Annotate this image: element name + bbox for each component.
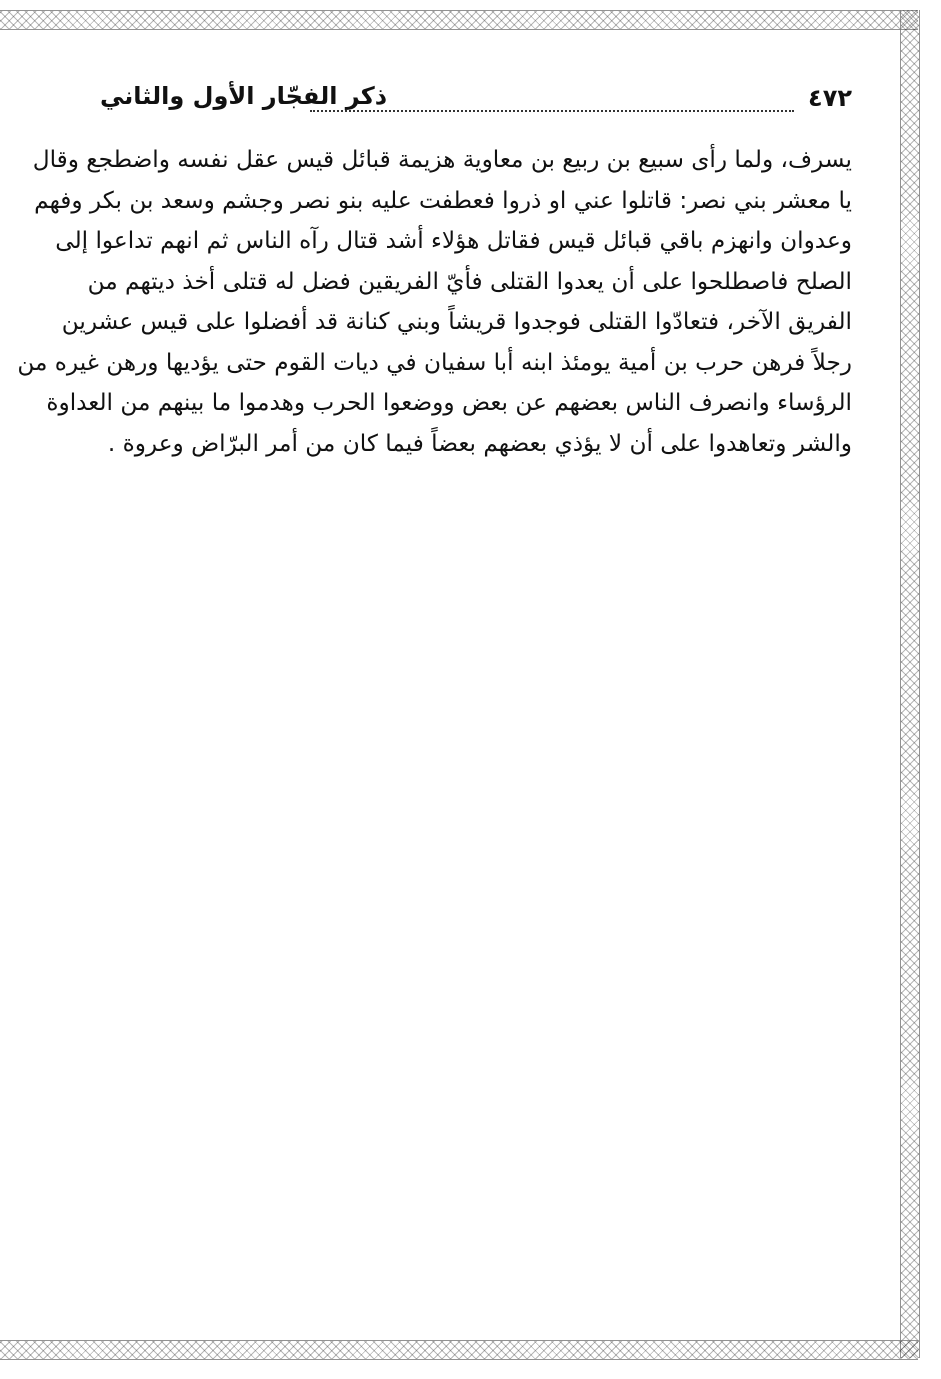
text-line: والشر وتعاهدوا على أن لا يؤذي بعضهم بعضاً فيما كان من أمر البرّاض وعروة . — [107, 429, 852, 457]
header-dotted-leader — [310, 110, 794, 112]
text-line: الفريق الآخر، فتعادّوا القتلى فوجدوا قريشاً وبني كنانة قد أفضلوا على قيس عشرين — [61, 308, 852, 335]
decorative-border-bottom — [0, 1340, 918, 1360]
decorative-border-right — [900, 10, 920, 1358]
page-header — [100, 80, 852, 124]
text-line: يا معشر بني نصر: قاتلوا عني او ذروا فعطفت عليه بنو نصر وجشم وسعد بن بكر وفهم — [34, 186, 852, 214]
body-paragraph — [17, 140, 852, 464]
decorative-border-top — [0, 10, 918, 30]
text-line: الصلح فاصطلحوا على أن يعدوا القتلى فأيّ الفريقين فضل له قتلى أخذ ديتهم من — [87, 267, 852, 295]
running-title: ذكر الفجّار الأول والثاني — [100, 82, 388, 110]
page-number: ٤٧٢ — [808, 84, 852, 112]
text-line: الرؤساء وانصرف الناس بعضهم عن بعض ووضعوا الحرب وهدموا ما بينهم من العداوة — [46, 389, 852, 416]
text-line: رجلاً فرهن حرب بن أمية يومئذ ابنه أبا سفيان في ديات القوم حتى يؤديها ورهن غيره من — [17, 348, 852, 376]
text-line: يسرف، ولما رأى سبيع بن ربيع بن معاوية هزيمة قبائل قيس عقل نفسه واضطجع وقال — [32, 146, 852, 173]
text-line: وعدوان وانهزم باقي قبائل قيس فقاتل هؤلاء أشد قتال رآه الناس ثم انهم تداعوا إلى — [55, 227, 852, 254]
